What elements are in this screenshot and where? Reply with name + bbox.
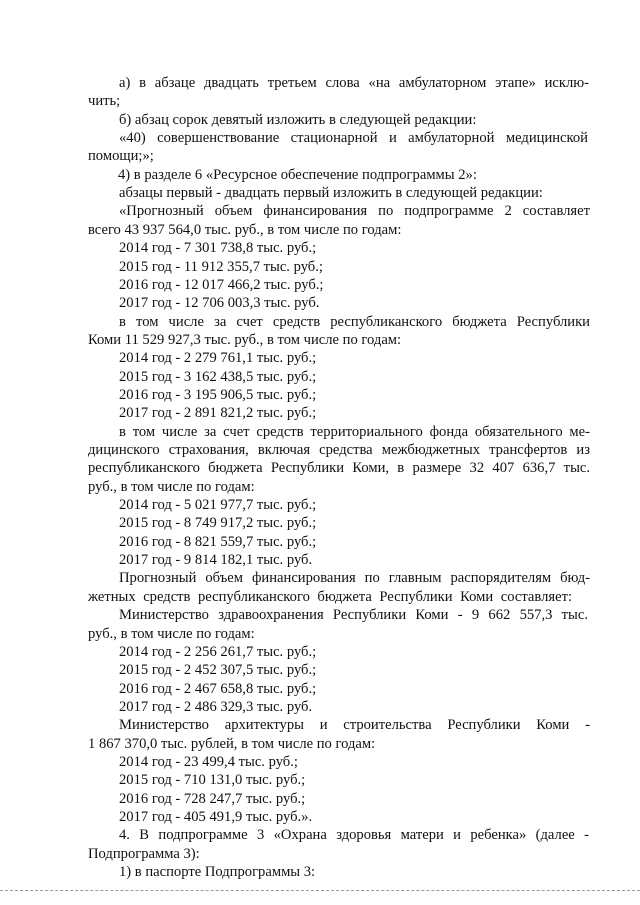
text-line: помощи;»; [88,148,154,165]
text-line: жетных средств республиканского бюджета Республики Коми составляет: [88,588,572,605]
text-line: б) абзац сорок девятый изложить в следующей редакции: [119,111,477,128]
text-line: дицинского страхования, включая средства межбюджетных трансфертов из [88,442,590,458]
year-amount-line: 2016 год - 2 467 658,8 тыс. руб.; [119,680,317,697]
text-line: республиканского бюджета Республики Коми, в размере 32 407 636,7 тыс. [88,460,590,477]
year-amount-line: 2015 год - 8 749 917,2 тыс. руб.; [119,515,317,532]
year-amount-line: 2017 год - 9 814 182,1 тыс. руб. [119,552,313,569]
year-amount-line: 2015 год - 2 452 307,5 тыс. руб.; [119,662,317,679]
year-amount-line: 2014 год - 2 256 261,7 тыс. руб.; [119,643,317,660]
year-amount-line: 2014 год - 7 301 738,8 тыс. руб.; [119,240,317,257]
text-line: 1 867 370,0 тыс. рублей, в том числе по годам: [88,735,376,752]
text-line: Министерство архитектуры и строительства Республики Коми - [119,717,590,734]
text-line: Коми 11 529 927,3 тыс. руб., в том числе по годам: [88,331,402,348]
year-amount-line: 2016 год - 12 017 466,2 тыс. руб.; [119,276,324,293]
text-line: руб., в том числе по годам: [88,478,255,495]
year-amount-line: 2015 год - 3 162 438,5 тыс. руб.; [119,368,317,385]
year-amount-line: 2014 год - 23 499,4 тыс. руб.; [119,753,298,770]
year-amount-line: 2016 год - 3 195 906,5 тыс. руб.; [119,386,317,403]
text-line: Прогнозный объем финансирования по главным распорядителям бюд- [119,570,590,587]
text-line: всего 43 937 564,0 тыс. руб., в том числе по годам: [88,221,402,238]
year-amount-line: 2015 год - 11 912 355,7 тыс. руб.; [119,258,323,275]
year-amount-line: 2016 год - 8 821 559,7 тыс. руб.; [119,533,317,550]
year-amount-line: 2014 год - 5 021 977,7 тыс. руб.; [119,497,317,514]
text-line: а) в абзаце двадцать третьем слова «на амбулаторном этапе» исклю- [119,75,589,91]
text-line: «40) совершенствование стационарной и амбулаторной медицинской [119,130,588,147]
year-amount-line: 2014 год - 2 279 761,1 тыс. руб.; [119,350,317,367]
year-amount-line: 2017 год - 2 891 821,2 тыс. руб.; [119,405,317,422]
year-amount-line: 2017 год - 12 706 003,3 тыс. руб. [119,295,320,312]
text-line: в том числе за счет средств территориального фонда обязательного ме- [119,423,590,440]
year-amount-line: 2017 год - 2 486 329,3 тыс. руб. [119,698,313,715]
text-line: чить; [88,93,121,110]
text-line: 4. В подпрограмме 3 «Охрана здоровья матери и ребенка» (далее - [119,827,589,844]
year-amount-line: 2016 год - 728 247,7 тыс. руб.; [119,790,306,807]
year-amount-line: 2015 год - 710 131,0 тыс. руб.; [119,772,306,789]
text-line: 4) в разделе 6 «Ресурсное обеспечение подпрограммы 2»: [118,166,477,183]
text-line: Подпрограмма 3): [88,845,200,862]
text-line: «Прогнозный объем финансирования по подпрограмме 2 составляет [119,203,590,220]
text-line: руб., в том числе по годам: [88,625,255,642]
text-line: Министерство здравоохранения Республики Коми - 9 662 557,3 тыс. [119,607,588,624]
text-line: 1) в паспорте Подпрограммы 3: [119,864,316,881]
text-line: в том числе за счет средств республиканского бюджета Республики [119,313,590,330]
text-line: абзацы первый - двадцать первый изложить в следующей редакции: [119,185,543,202]
year-amount-line: 2017 год - 405 491,9 тыс. руб.». [119,809,313,825]
page-bottom-rule [0,890,640,891]
